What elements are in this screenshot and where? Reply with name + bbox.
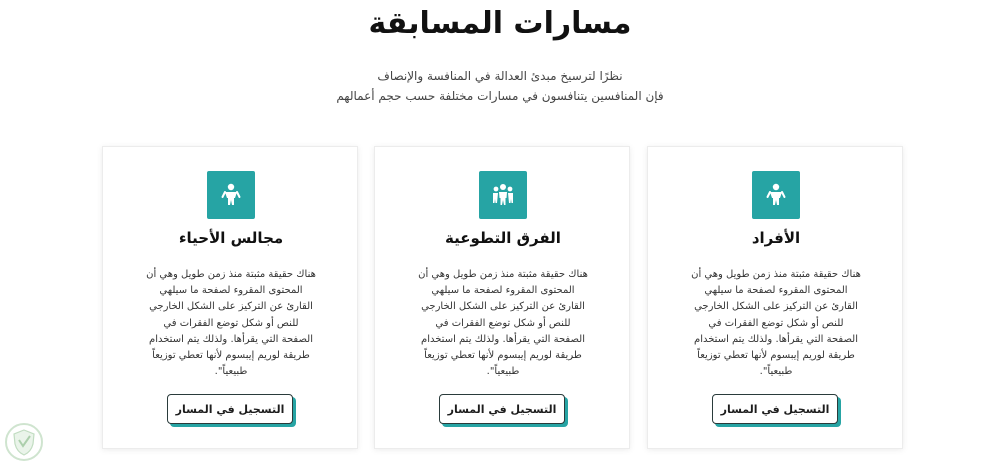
card-text-line: للنص أو شكل توضع الفقرات في <box>163 317 299 329</box>
track-card-individuals <box>647 146 903 449</box>
card-text-line: الصفحة التي يقرأها. ولذلك يتم استخدام <box>421 333 585 345</box>
card-text-line: الصفحة التي يقرأها. ولذلك يتم استخدام <box>149 333 313 345</box>
track-card-volunteer-teams <box>374 146 630 449</box>
card-text-line: هناك حقيقة مثبتة منذ زمن طويل وهي أن <box>146 269 316 280</box>
card-title: الفرق التطوعية <box>445 229 561 247</box>
subtitle-line: نظرًا لترسيخ مبدئ العدالة في المنافسة والإنصاف <box>377 69 623 83</box>
card-text-line: طبيعياً". <box>486 366 520 378</box>
subtitle-line: فإن المنافسين يتنافسون في مسارات مختلفة حسب حجم أعمالهم <box>336 89 664 103</box>
section-subtitle <box>0 66 1000 106</box>
card-text-line: القارئ عن التركيز على الشكل الخارجي <box>421 301 585 313</box>
card-text-line: هناك حقيقة مثبتة منذ زمن طويل وهي أن <box>418 269 588 280</box>
card-text-line: طبيعياً". <box>214 366 248 378</box>
card-text-line: هناك حقيقة مثبتة منذ زمن طويل وهي أن <box>691 269 861 280</box>
card-text-line: المحتوى المقروء لصفحة ما سيلهي <box>159 285 303 297</box>
card-description <box>139 267 323 380</box>
section-title: مسارات المسابقة <box>368 6 632 41</box>
card-text-line: الصفحة التي يقرأها. ولذلك يتم استخدام <box>694 333 858 345</box>
register-track-button[interactable]: التسجيل في المسار <box>712 394 838 424</box>
card-text-line: طريقة لوريم إيبسوم لأنها تعطي توزيعاً <box>152 350 310 362</box>
card-title: مجالس الأحياء <box>178 229 284 247</box>
track-card-neighborhood-councils <box>102 146 358 449</box>
card-text-line: المحتوى المقروء لصفحة ما سيلهي <box>704 285 848 297</box>
person-icon <box>752 171 800 219</box>
card-text-line: طريقة لوريم إيبسوم لأنها تعطي توزيعاً <box>424 350 582 362</box>
card-text-line: القارئ عن التركيز على الشكل الخارجي <box>694 301 858 313</box>
card-text-line: القارئ عن التركيز على الشكل الخارجي <box>149 301 313 313</box>
card-text-line: للنص أو شكل توضع الفقرات في <box>708 317 844 329</box>
group-icon <box>479 171 527 219</box>
card-description <box>684 267 868 380</box>
card-text-line: طبيعياً". <box>759 366 793 378</box>
register-track-button[interactable]: التسجيل في المسار <box>167 394 293 424</box>
card-text-line: المحتوى المقروء لصفحة ما سيلهي <box>431 285 575 297</box>
person-icon <box>207 171 255 219</box>
shield-logo-icon <box>4 422 44 462</box>
card-text-line: للنص أو شكل توضع الفقرات في <box>435 317 571 329</box>
register-track-button[interactable]: التسجيل في المسار <box>439 394 565 424</box>
card-description <box>411 267 595 380</box>
card-title: الأفراد <box>751 229 801 247</box>
card-text-line: طريقة لوريم إيبسوم لأنها تعطي توزيعاً <box>697 350 855 362</box>
